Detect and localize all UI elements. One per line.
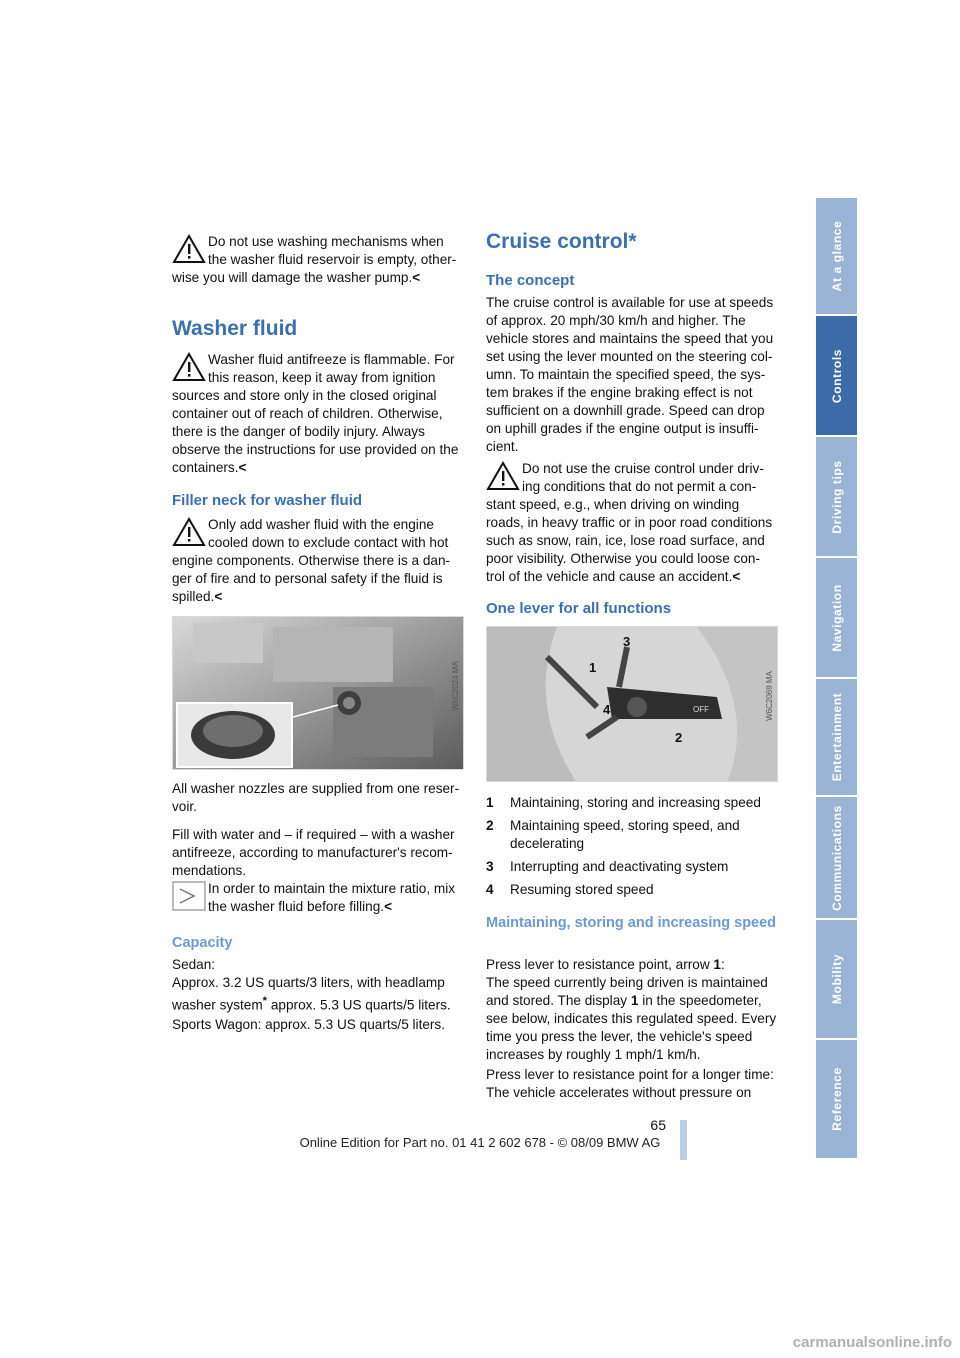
concept-body: The cruise control is available for use at speeds of approx. 20 mph/30 km/h and higher. The vehicle stores and maintains the speed that you set using the lever mounted on the steering col-umn. To maintain the specified speed, the sys-tem brakes if the engine braking effect is not sufficient on a downhill grade. Speed can drop on uphill grades if the engine output is insuffi-cient. bbox=[486, 295, 774, 454]
end-mark: < bbox=[238, 460, 247, 475]
footer-edition: Online Edition for Part no. 01 41 2 602 678 - © 08/09 BMW AG bbox=[299, 1135, 661, 1150]
note-text-cont: wise you will damage the washer pump. bbox=[172, 270, 413, 285]
lever-function-list bbox=[486, 794, 778, 904]
lever-label-1: 1 bbox=[589, 660, 597, 675]
end-mark: < bbox=[412, 270, 421, 285]
list-item: 4 Resuming stored speed bbox=[486, 882, 654, 897]
warning-triangle-icon bbox=[172, 352, 206, 382]
note-text-cont: stant speed, e.g., when driving on winding roads, in heavy traffic or in poor road conditions such as snow, rain, ice, lose road surface, and poor visibility. Otherwise you could loose con-trol of the vehicle and cause an accident. bbox=[486, 497, 773, 584]
watermark: carmanualsonline.info bbox=[792, 1334, 952, 1351]
end-mark: < bbox=[384, 899, 393, 914]
capacity-sedan-label: Sedan: bbox=[172, 957, 216, 972]
subsection-title-capacity: Capacity bbox=[172, 935, 233, 951]
maintaining-paragraph-2: Press lever to resistance point for a longer time: The vehicle accelerates without pressure on bbox=[486, 1067, 774, 1100]
warning-triangle-icon bbox=[486, 461, 520, 491]
note-text: Do not use the cruise control under driv-ing conditions that do not permit a con- bbox=[522, 461, 764, 494]
section-title-washer-fluid: Washer fluid bbox=[172, 317, 298, 340]
note-text-cont: sources and store only in the closed original container out of reach of children. Otherwise, there is the danger of bodily injury. Always observe the instructions for use provided on the containers. bbox=[172, 388, 459, 475]
photo-code: W6C2024 MA bbox=[451, 661, 461, 711]
subsection-title-maintaining: Maintaining, storing and increasing speed bbox=[486, 915, 777, 931]
section-title-cruise-control: Cruise control* bbox=[486, 230, 637, 253]
tab-at-a-glance[interactable]: At a glance bbox=[816, 198, 857, 316]
note-text-cont: engine components. Otherwise there is a dan-ger of fire and to personal safety if the fluid is spilled. bbox=[172, 553, 451, 604]
tab-driving-tips[interactable]: Driving tips bbox=[816, 437, 857, 558]
washer-fluid-filler-photo bbox=[172, 616, 464, 770]
tab-entertainment[interactable]: Entertainment bbox=[816, 679, 857, 797]
capacity-wagon: Sports Wagon: approx. 5.3 US quarts/5 liters. bbox=[172, 1017, 446, 1032]
note-text: Do not use washing mechanisms when the washer fluid reservoir is empty, other- bbox=[208, 234, 457, 267]
info-arrow-icon bbox=[172, 881, 206, 911]
cruise-lever-photo bbox=[486, 626, 778, 782]
capacity-sedan-text-cont: approx. 5.3 US quarts/5 liters. bbox=[270, 997, 451, 1013]
lever-label-4: 4 bbox=[603, 702, 611, 717]
photo-code: W6C2069 MA bbox=[765, 671, 775, 721]
paragraph-supply: All washer nozzles are supplied from one reser-voir. bbox=[172, 781, 460, 814]
list-item: 2 Maintaining speed, storing speed, and decelerating bbox=[486, 818, 740, 851]
tab-reference[interactable]: Reference bbox=[816, 1040, 857, 1160]
optional-star: * bbox=[262, 995, 268, 1007]
list-item: 3 Interrupting and deactivating system bbox=[486, 859, 729, 874]
lever-label-2: 2 bbox=[675, 730, 683, 745]
list-item: 1 Maintaining, storing and increasing speed bbox=[486, 795, 761, 810]
tab-communications[interactable]: Communications bbox=[816, 797, 857, 920]
paragraph-fill: Fill with water and – if required – with a washer antifreeze, according to manufacturer's recom-mendations. bbox=[172, 827, 455, 878]
subsection-title-concept: The concept bbox=[486, 272, 575, 289]
maintaining-paragraph: Press lever to resistance point, arrow 1: The speed currently being driven is maintained and stored. The display 1 in the speedometer, see below, indicates this regulated speed. Every time you press the lever, the vehicle's speed increases by roughly 1 mph/1 km/h. bbox=[486, 957, 777, 1062]
capacity-sedan-text: Approx. 3.2 US quarts/3 liters, with headlamp washer system bbox=[172, 975, 445, 1013]
tab-controls[interactable]: Controls bbox=[816, 316, 857, 437]
lever-label-3: 3 bbox=[623, 634, 631, 649]
note-text: In order to maintain the mixture ratio, mix the washer fluid before filling. bbox=[208, 881, 456, 914]
end-mark: < bbox=[732, 569, 741, 584]
warning-triangle-icon bbox=[172, 517, 206, 547]
tab-mobility[interactable]: Mobility bbox=[816, 920, 857, 1040]
tab-navigation[interactable]: Navigation bbox=[816, 558, 857, 679]
warning-triangle-icon bbox=[172, 234, 206, 264]
lever-off-label: OFF bbox=[693, 705, 709, 714]
page-number: 65 bbox=[650, 1117, 666, 1133]
subsection-title-one-lever: One lever for all functions bbox=[486, 600, 672, 617]
subsection-title-filler-neck: Filler neck for washer fluid bbox=[172, 492, 363, 509]
note-text: Washer fluid antifreeze is flammable. For this reason, keep it away from ignition bbox=[208, 352, 455, 385]
note-text: Only add washer fluid with the engine cooled down to exclude contact with hot bbox=[208, 517, 449, 550]
end-mark: < bbox=[214, 589, 223, 604]
